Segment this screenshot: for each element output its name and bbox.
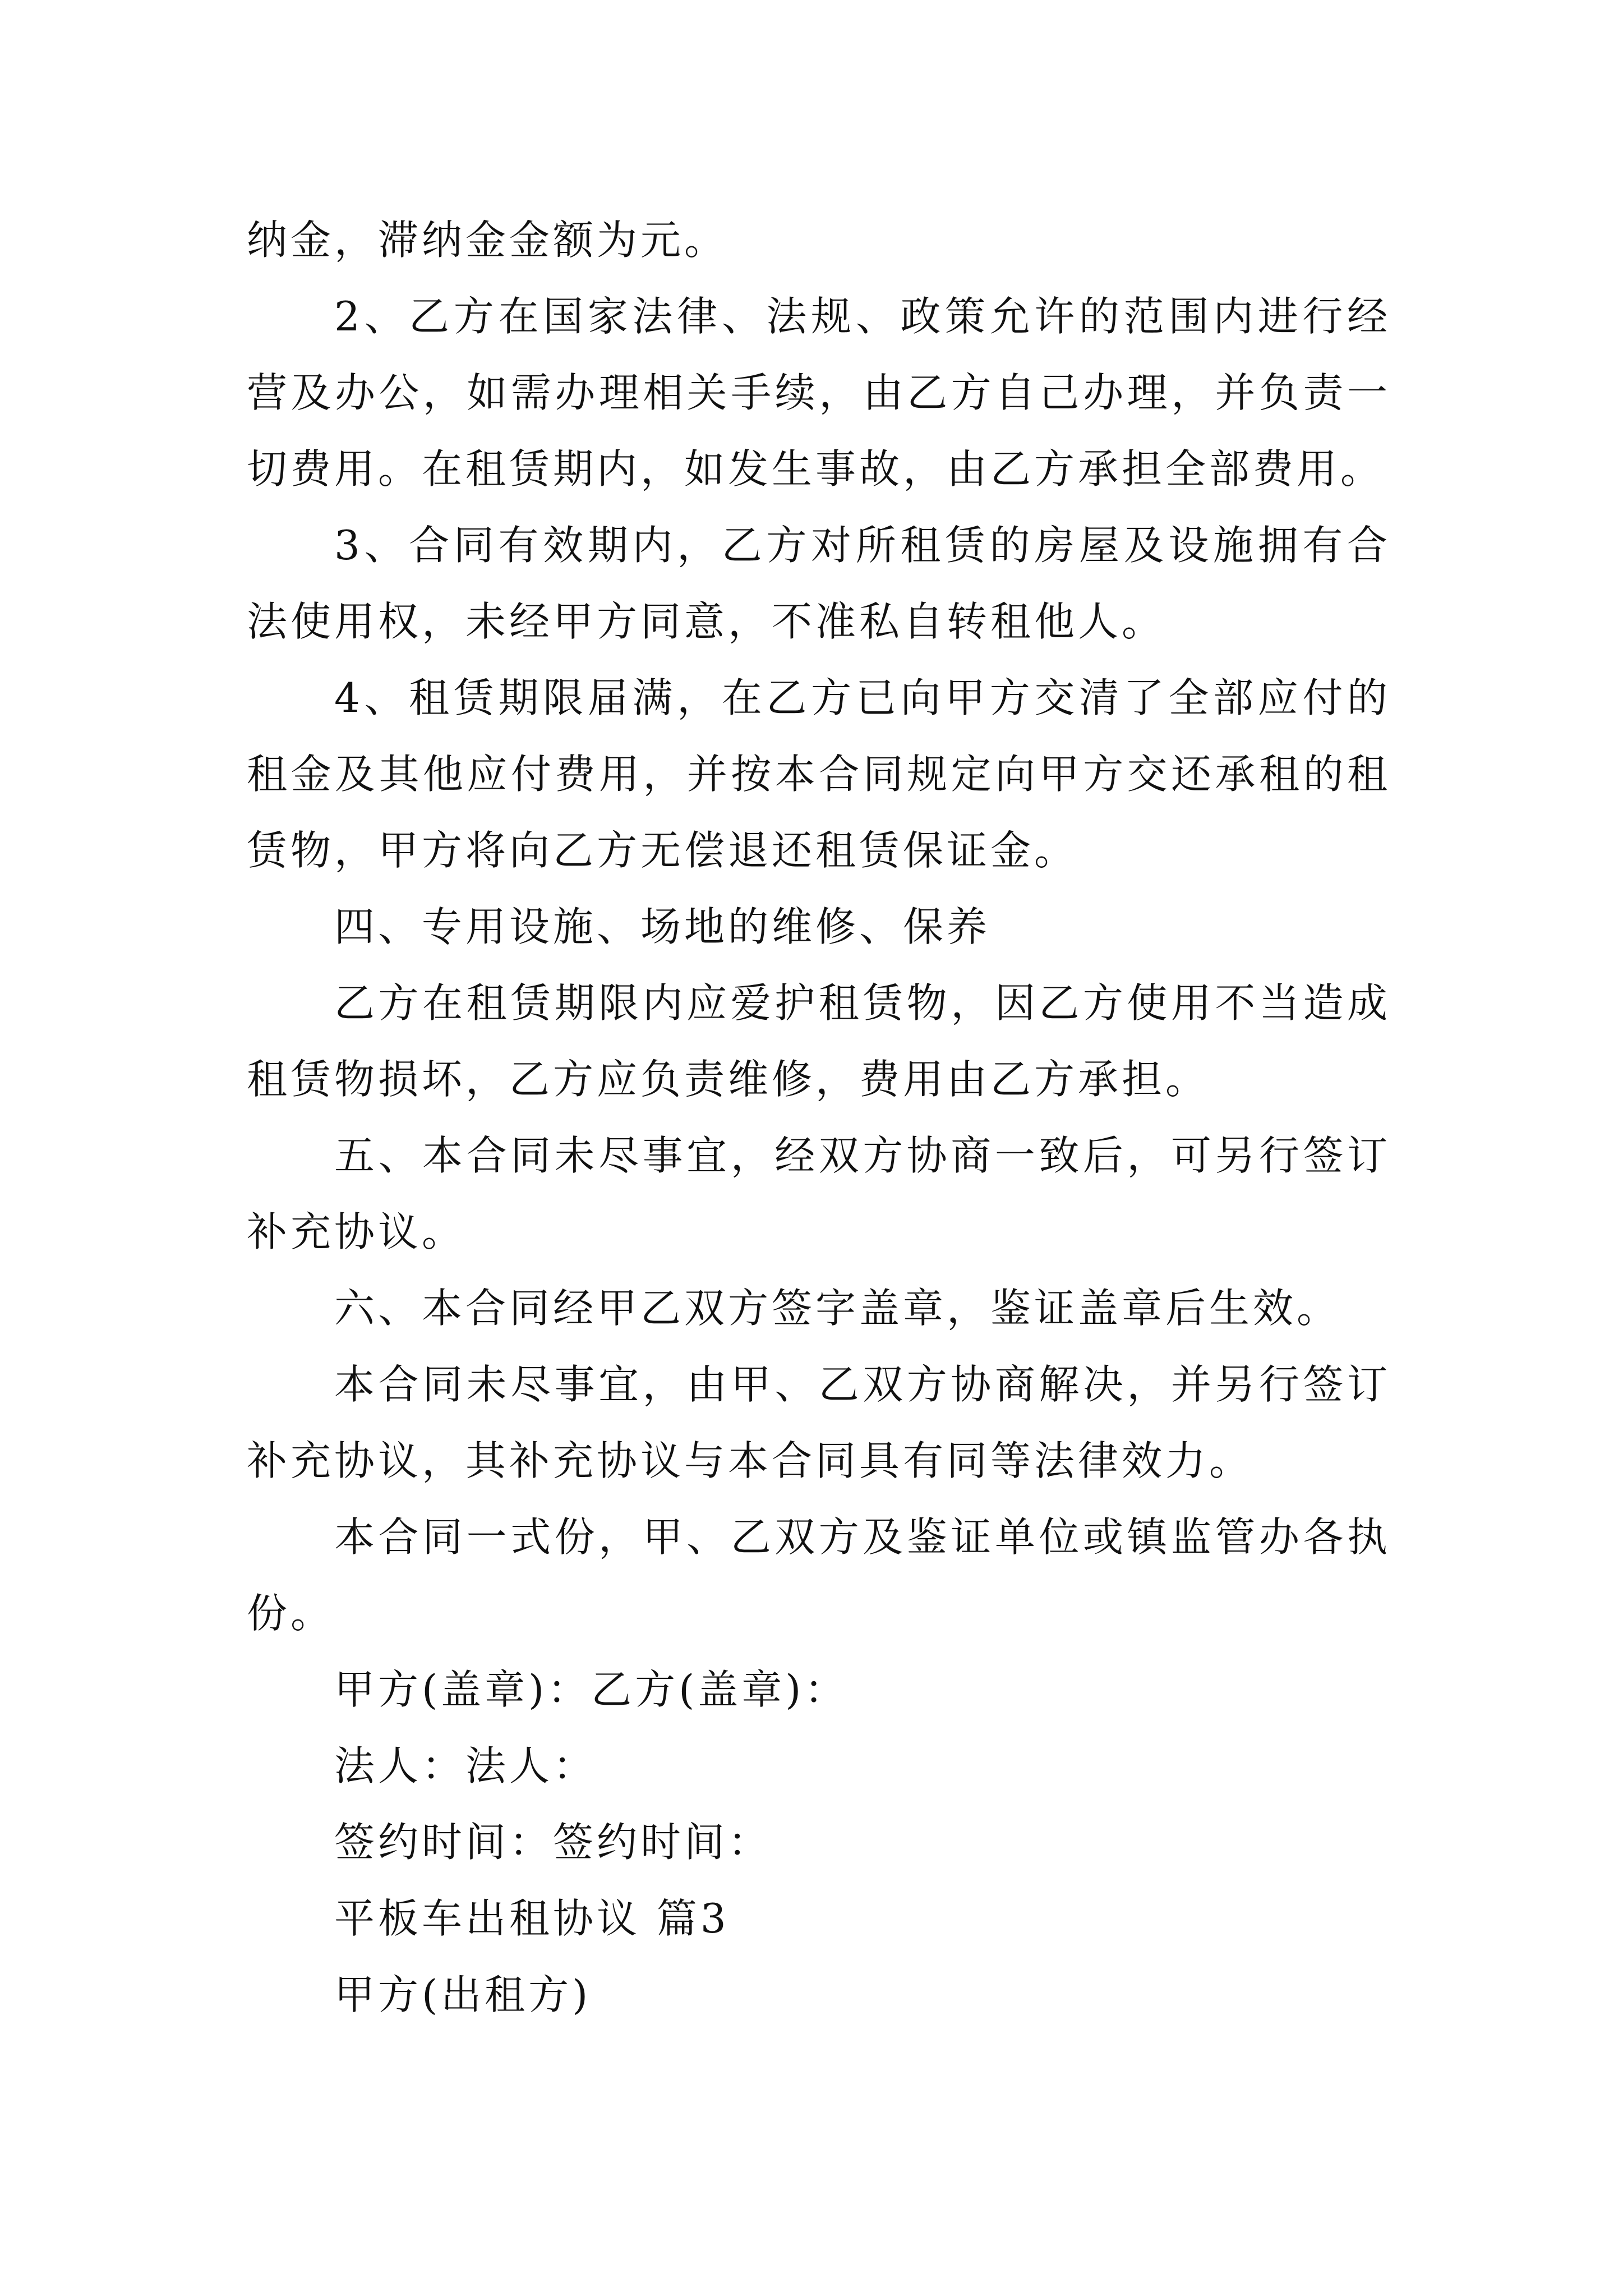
paragraph-clause-3: 3、合同有效期内，乙方对所租赁的房屋及设施拥有合法使用权，未经甲方同意，不准私自转租他人。 xyxy=(247,522,1391,645)
paragraph-supplement: 本合同未尽事宜，由甲、乙双方协商解决，并另行签订补充协议，其补充协议与本合同具有同等法律效力。 xyxy=(247,1361,1391,1484)
paragraph-clause-4: 4、租赁期限届满，在乙方已向甲方交清了全部应付的租金及其他应付费用，并按本合同规定向甲方交还承租的租赁物，甲方将向乙方无偿退还租赁保证金。 xyxy=(247,674,1391,874)
signature-legal-person-line: 法人：法人： xyxy=(334,1742,597,1789)
section-heading-maintenance: 四、专用设施、场地的维修、保养 xyxy=(334,903,991,950)
paragraph-copies: 本合同一式份，甲、乙双方及鉴证单位或镇监管办各执份。 xyxy=(247,1513,1391,1637)
signature-seal-line: 甲方(盖章)：乙方(盖章)： xyxy=(334,1666,849,1713)
party-a-line: 甲方(出租方) xyxy=(334,1971,592,2018)
agreement-title: 平板车出租协议 篇3 xyxy=(334,1895,730,1942)
paragraph-clause-2: 2、乙方在国家法律、法规、政策允许的范围内进行经营及办公，如需办理相关手续，由乙方自己办理，并负责一切费用。在租赁期内，如发生事故，由乙方承担全部费用。 xyxy=(247,293,1391,493)
paragraph-maintenance: 乙方在租赁期限内应爱护租赁物，因乙方使用不当造成租赁物损坏，乙方应负责维修，费用由乙方承担。 xyxy=(247,979,1391,1103)
paragraph-section-6: 六、本合同经甲乙双方签字盖章，鉴证盖章后生效。 xyxy=(334,1285,1341,1332)
paragraph-continuation: 纳金，滞纳金金额为元。 xyxy=(247,217,728,264)
signature-date-line: 签约时间：签约时间： xyxy=(334,1819,772,1866)
document-body xyxy=(247,202,1391,2033)
paragraph-section-5: 五、本合同未尽事宜，经双方协商一致后，可另行签订补充协议。 xyxy=(247,1132,1391,1255)
